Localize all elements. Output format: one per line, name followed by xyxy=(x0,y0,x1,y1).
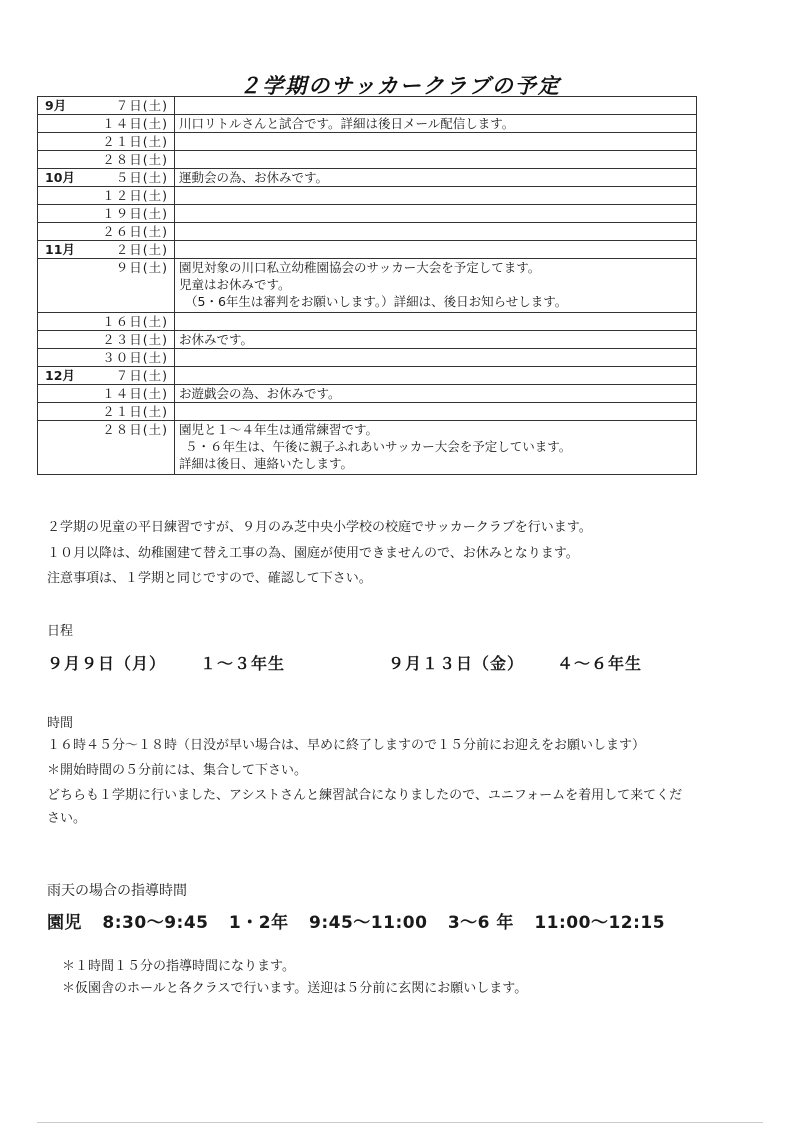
schedule-date-cell xyxy=(38,385,175,403)
schedule-day: １４日(土) xyxy=(102,386,168,401)
schedule-date-cell xyxy=(38,259,175,313)
nittei-grade-1: １～３年生 xyxy=(200,654,286,673)
schedule-row xyxy=(38,115,697,133)
rain-group-2: 1・2年 xyxy=(228,913,289,933)
rain-group-1: 園児 xyxy=(47,913,82,933)
schedule-date-cell xyxy=(38,241,175,259)
schedule-table xyxy=(37,96,697,475)
schedule-month: 12月 xyxy=(45,368,75,383)
schedule-note-cell xyxy=(175,133,697,151)
schedule-date-cell xyxy=(38,97,175,115)
schedule-day: １２日(土) xyxy=(102,188,168,203)
schedule-month: 11月 xyxy=(45,242,75,257)
schedule-date-cell xyxy=(38,187,175,205)
schedule-note-cell xyxy=(175,403,697,421)
schedule-date-cell xyxy=(38,169,175,187)
rain-time-3: 11:00～12:15 xyxy=(534,913,666,933)
schedule-day: １４日(土) xyxy=(102,116,168,131)
schedule-date-cell xyxy=(38,313,175,331)
schedule-day: ３０日(土) xyxy=(102,350,168,365)
schedule-note-line: ５・６年生は、午後に親子ふれあいサッカー大会を予定しています。 xyxy=(185,439,572,454)
schedule-row xyxy=(38,331,697,349)
schedule-day: ２３日(土) xyxy=(102,332,168,347)
rain-schedule xyxy=(47,908,679,933)
schedule-note-cell xyxy=(175,349,697,367)
nittei-label: 日程 xyxy=(47,624,74,639)
schedule-day: ７日(土) xyxy=(115,368,168,383)
schedule-row xyxy=(38,151,697,169)
schedule-day: ７日(土) xyxy=(115,98,168,113)
schedule-note-line: 園児と１～４年生は通常練習です。 xyxy=(179,422,379,437)
schedule-note-cell xyxy=(175,223,697,241)
schedule-day: ９日(土) xyxy=(115,260,168,275)
schedule-day: ２日(土) xyxy=(115,242,168,257)
schedule-row xyxy=(38,349,697,367)
schedule-day: ２１日(土) xyxy=(102,134,168,149)
schedule-row xyxy=(38,259,697,313)
schedule-month: 10月 xyxy=(45,170,75,185)
schedule-row xyxy=(38,241,697,259)
schedule-note-line: 川口リトルさんと試合です。詳細は後日メール配信します。 xyxy=(179,116,515,131)
schedule-note-cell xyxy=(175,205,697,223)
schedule-note-line: 園児対象の川口私立幼稚園協会のサッカー大会を予定してます。 xyxy=(179,260,541,275)
schedule-date-cell xyxy=(38,133,175,151)
nittei-grade-2: ４～６年生 xyxy=(557,654,643,673)
intro-line-1: ２学期の児童の平日練習ですが、９月のみ芝中央小学校の校庭でサッカークラブを行います。 xyxy=(47,520,592,535)
schedule-row xyxy=(38,223,697,241)
schedule-date-cell xyxy=(38,331,175,349)
schedule-note-cell xyxy=(175,313,697,331)
intro-line-3: 注意事項は、１学期と同じですので、確認して下さい。 xyxy=(47,571,372,586)
jikan-line-2: ＊開始時間の５分前には、集合して下さい。 xyxy=(47,763,308,778)
schedule-date-cell xyxy=(38,367,175,385)
schedule-note-cell xyxy=(175,241,697,259)
schedule-date-cell xyxy=(38,115,175,133)
schedule-row xyxy=(38,133,697,151)
schedule-note-cell xyxy=(175,367,697,385)
rain-note-2: ＊仮園舎のホールと各クラスで行います。送迎は５分前に玄関にお願いします。 xyxy=(62,981,528,996)
rain-group-3: 3～6 年 xyxy=(447,913,514,933)
schedule-note-line: お遊戯会の為、お休みです。 xyxy=(179,386,341,401)
bottom-divider xyxy=(37,1122,763,1123)
schedule-note-cell xyxy=(175,151,697,169)
schedule-note-cell xyxy=(175,385,697,403)
nittei-date-2: ９月１３日（金） xyxy=(388,654,525,673)
schedule-date-cell xyxy=(38,349,175,367)
schedule-note-line: 詳細は後日、連絡いたします。 xyxy=(179,456,354,471)
schedule-note-line: 運動会の為、お休みです。 xyxy=(179,170,329,185)
schedule-row xyxy=(38,313,697,331)
schedule-day: １６日(土) xyxy=(102,314,168,329)
nittei-date-1: ９月９日（月） xyxy=(47,654,167,673)
schedule-month: 9月 xyxy=(45,98,67,113)
schedule-note-line: お休みです。 xyxy=(179,332,254,347)
rain-note-1: ＊１時間１５分の指導時間になります。 xyxy=(62,959,295,974)
schedule-row xyxy=(38,97,697,115)
schedule-day: １９日(土) xyxy=(102,206,168,221)
schedule-note-cell xyxy=(175,421,697,475)
schedule-day: ２８日(土) xyxy=(102,422,168,437)
schedule-date-cell xyxy=(38,205,175,223)
schedule-row xyxy=(38,187,697,205)
intro-line-2: １０月以降は、幼稚園建て替え工事の為、園庭が使用できませんので、お休みとなります。 xyxy=(47,546,579,561)
schedule-note-cell xyxy=(175,259,697,313)
schedule-row xyxy=(38,367,697,385)
page-title: ２学期のサッカークラブの予定 xyxy=(239,74,561,98)
jikan-label: 時間 xyxy=(47,716,74,731)
rain-time-2: 9:45～11:00 xyxy=(309,913,428,933)
schedule-day: ２８日(土) xyxy=(102,152,168,167)
schedule-note-cell xyxy=(175,115,697,133)
schedule-day: ２６日(土) xyxy=(102,224,168,239)
schedule-row xyxy=(38,205,697,223)
jikan-line-1: １６時４５分～１８時（日没が早い場合は、早めに終了しますので１５分前にお迎えをお願いします） xyxy=(47,738,646,753)
schedule-date-cell xyxy=(38,223,175,241)
rain-label: 雨天の場合の指導時間 xyxy=(47,883,187,899)
schedule-date-cell xyxy=(38,151,175,169)
schedule-row xyxy=(38,385,697,403)
schedule-note-cell xyxy=(175,169,697,187)
jikan-line-4: さい。 xyxy=(47,811,87,826)
schedule-row xyxy=(38,403,697,421)
schedule-note-line: （5・6年生は審判をお願いします。）詳細は、後日お知らせします。 xyxy=(185,294,568,309)
schedule-note-cell xyxy=(175,331,697,349)
schedule-row xyxy=(38,169,697,187)
schedule-date-cell xyxy=(38,421,175,475)
schedule-note-cell xyxy=(175,187,697,205)
schedule-day: ２１日(土) xyxy=(102,404,168,419)
schedule-note-cell xyxy=(175,97,697,115)
schedule-day: ５日(土) xyxy=(115,170,168,185)
schedule-date-cell xyxy=(38,403,175,421)
jikan-line-3: どちらも１学期に行いました、アシストさんと練習試合になりましたので、ユニフォームを着用して来てくだ xyxy=(47,788,683,803)
schedule-note-line: 児童はお休みです。 xyxy=(179,277,291,292)
rain-time-1: 8:30～9:45 xyxy=(102,913,209,933)
schedule-row xyxy=(38,421,697,475)
